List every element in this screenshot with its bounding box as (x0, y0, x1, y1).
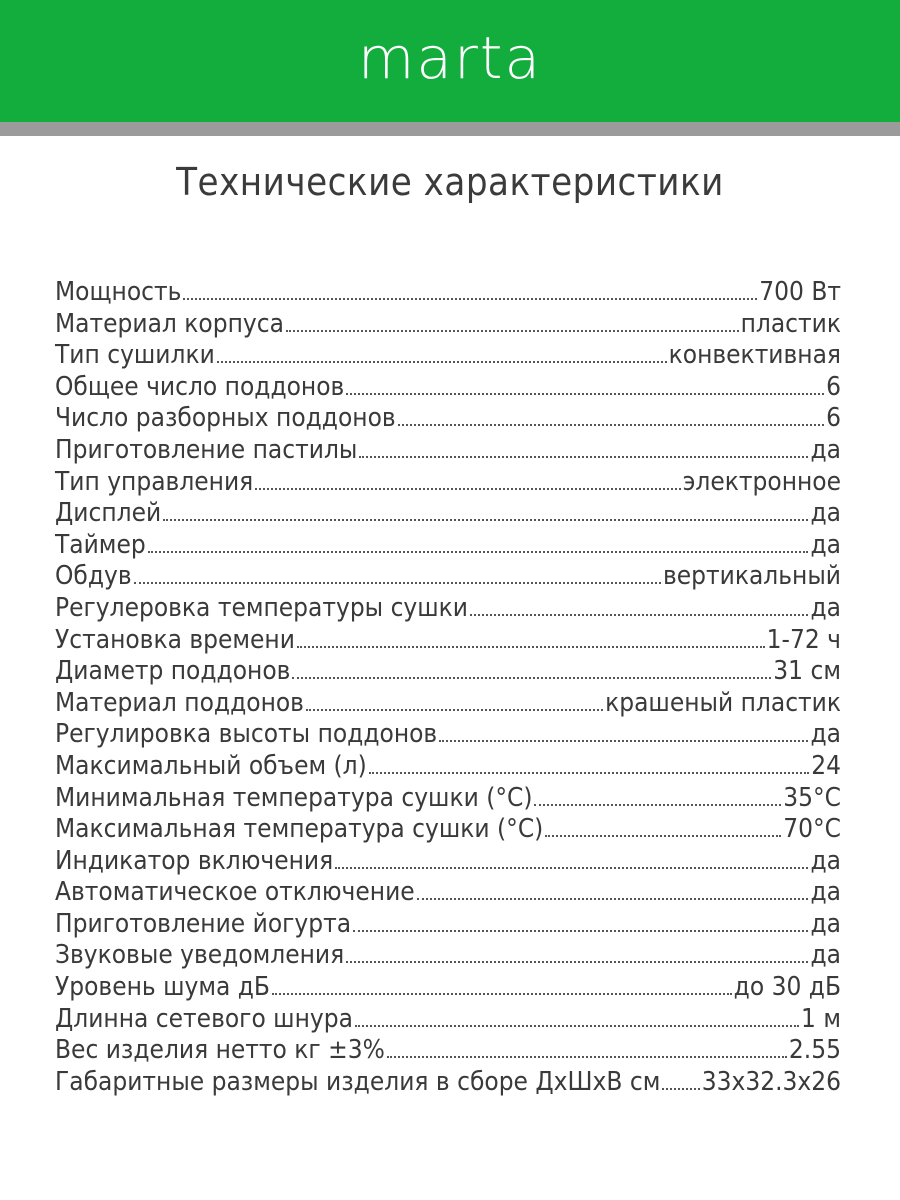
spec-row (55, 530, 841, 562)
spec-row (55, 940, 841, 972)
spec-label: Регулеровка температуры сушки (55, 592, 469, 623)
dot-leader (439, 740, 808, 742)
dot-leader (346, 393, 824, 395)
spec-value: 6 (826, 371, 841, 402)
spec-row (55, 467, 841, 499)
spec-label: Автоматическое отключение (55, 877, 415, 908)
dot-leader (353, 930, 808, 932)
spec-row (55, 783, 841, 815)
spec-row (55, 656, 841, 688)
spec-row (55, 814, 841, 846)
page-title: Технические характеристики (176, 160, 724, 204)
dot-leader (286, 330, 739, 332)
spec-label: Общее число поддонов (55, 371, 345, 402)
spec-value: да (810, 434, 841, 465)
spec-row (55, 972, 841, 1004)
spec-label: Таймер (55, 529, 146, 560)
spec-value: до 30 дБ (733, 972, 841, 1003)
spec-label: Индикатор включения (55, 845, 334, 876)
dot-leader (359, 456, 808, 458)
spec-row (55, 372, 841, 404)
dot-leader (470, 614, 808, 616)
spec-label: Минимальная температура сушки (°С) (55, 782, 533, 813)
spec-value: да (810, 529, 841, 560)
spec-row (55, 877, 841, 909)
dot-leader (662, 1088, 699, 1090)
spec-label: Мощность (55, 277, 182, 307)
spec-value: да (810, 940, 841, 971)
spec-value: 6 (826, 403, 841, 434)
spec-value: крашеный пластик (605, 687, 841, 718)
dot-leader (217, 361, 667, 363)
brand-header (0, 0, 900, 122)
spec-value: конвективная (668, 340, 841, 371)
spec-value: 1-72 ч (766, 624, 841, 655)
spec-row (55, 435, 841, 467)
spec-row (55, 846, 841, 878)
dot-leader (272, 993, 732, 995)
spec-label: Материал корпуса (55, 308, 284, 339)
dot-leader (292, 677, 771, 679)
spec-label: Диаметр поддонов (55, 656, 291, 687)
spec-value: 35°С (783, 782, 841, 813)
spec-label: Максимальный объем (л) (55, 750, 367, 781)
spec-value: 31 см (773, 656, 841, 687)
spec-label: Длинна сетевого шнура (55, 1003, 353, 1034)
dot-leader (545, 835, 781, 837)
spec-label: Приготовление пастилы (55, 434, 358, 465)
spec-label: Материал поддонов (55, 687, 304, 718)
spec-label: Тип сушилки (55, 340, 215, 371)
spec-row (55, 625, 841, 657)
spec-value: 2.55 (788, 1035, 841, 1066)
spec-value: электронное (682, 466, 841, 497)
spec-label: Число разборных поддонов (55, 403, 396, 434)
dot-leader (387, 1056, 787, 1058)
spec-value: да (810, 592, 841, 623)
spec-row (55, 1035, 841, 1067)
spec-label: Обдув (55, 561, 132, 592)
brand-logo: marta (357, 24, 543, 92)
spec-row (55, 1067, 841, 1099)
spec-value: вертикальный (662, 561, 841, 592)
spec-value: да (810, 719, 841, 750)
spec-label: Звуковые уведомления (55, 940, 345, 971)
dot-leader (346, 961, 808, 963)
dot-leader (163, 519, 808, 521)
spec-label: Регулировка высоты поддонов (55, 719, 438, 750)
spec-label: Вес изделия нетто кг ±3% (55, 1035, 385, 1066)
spec-value: да (810, 908, 841, 939)
spec-label: Приготовление йогурта (55, 908, 352, 939)
dot-leader (134, 582, 661, 584)
spec-value: пластик (740, 308, 841, 339)
dot-leader (417, 898, 809, 900)
spec-row (55, 340, 841, 372)
spec-label: Тип управления (55, 466, 254, 497)
dot-leader (534, 804, 781, 806)
spec-row (55, 498, 841, 530)
dot-leader (335, 867, 808, 869)
spec-row (55, 751, 841, 783)
spec-row (55, 719, 841, 751)
spec-value: да (810, 498, 841, 529)
spec-row (55, 1004, 841, 1036)
spec-label: Дисплей (55, 498, 162, 529)
dot-leader (355, 1025, 799, 1027)
spec-row (55, 277, 841, 309)
spec-label: Максимальная температура сушки (°С) (55, 814, 544, 845)
spec-value: 24 (811, 750, 841, 781)
spec-label: Установка времени (55, 624, 295, 655)
dot-leader (398, 424, 824, 426)
dot-leader (148, 551, 809, 553)
spec-value: 1 м (801, 1003, 841, 1034)
spec-value: 70°С (783, 814, 841, 845)
spec-value: да (810, 877, 841, 908)
header-stripe (0, 122, 900, 136)
spec-label: Габаритные размеры изделия в сборе ДхШхВ см (55, 1066, 661, 1097)
dot-leader (306, 709, 603, 711)
spec-row (55, 561, 841, 593)
dot-leader (369, 772, 809, 774)
spec-value: 33х32.3х26 (701, 1066, 841, 1097)
spec-row (55, 909, 841, 941)
dot-leader (297, 646, 765, 648)
spec-row (55, 309, 841, 341)
spec-value: 700 Вт (759, 277, 841, 307)
specs-list (55, 277, 841, 1098)
spec-label: Уровень шума дБ (55, 972, 270, 1003)
spec-row (55, 688, 841, 720)
spec-value: да (810, 845, 841, 876)
spec-row (55, 403, 841, 435)
spec-row (55, 593, 841, 625)
dot-leader (255, 488, 680, 490)
dot-leader (183, 298, 757, 300)
